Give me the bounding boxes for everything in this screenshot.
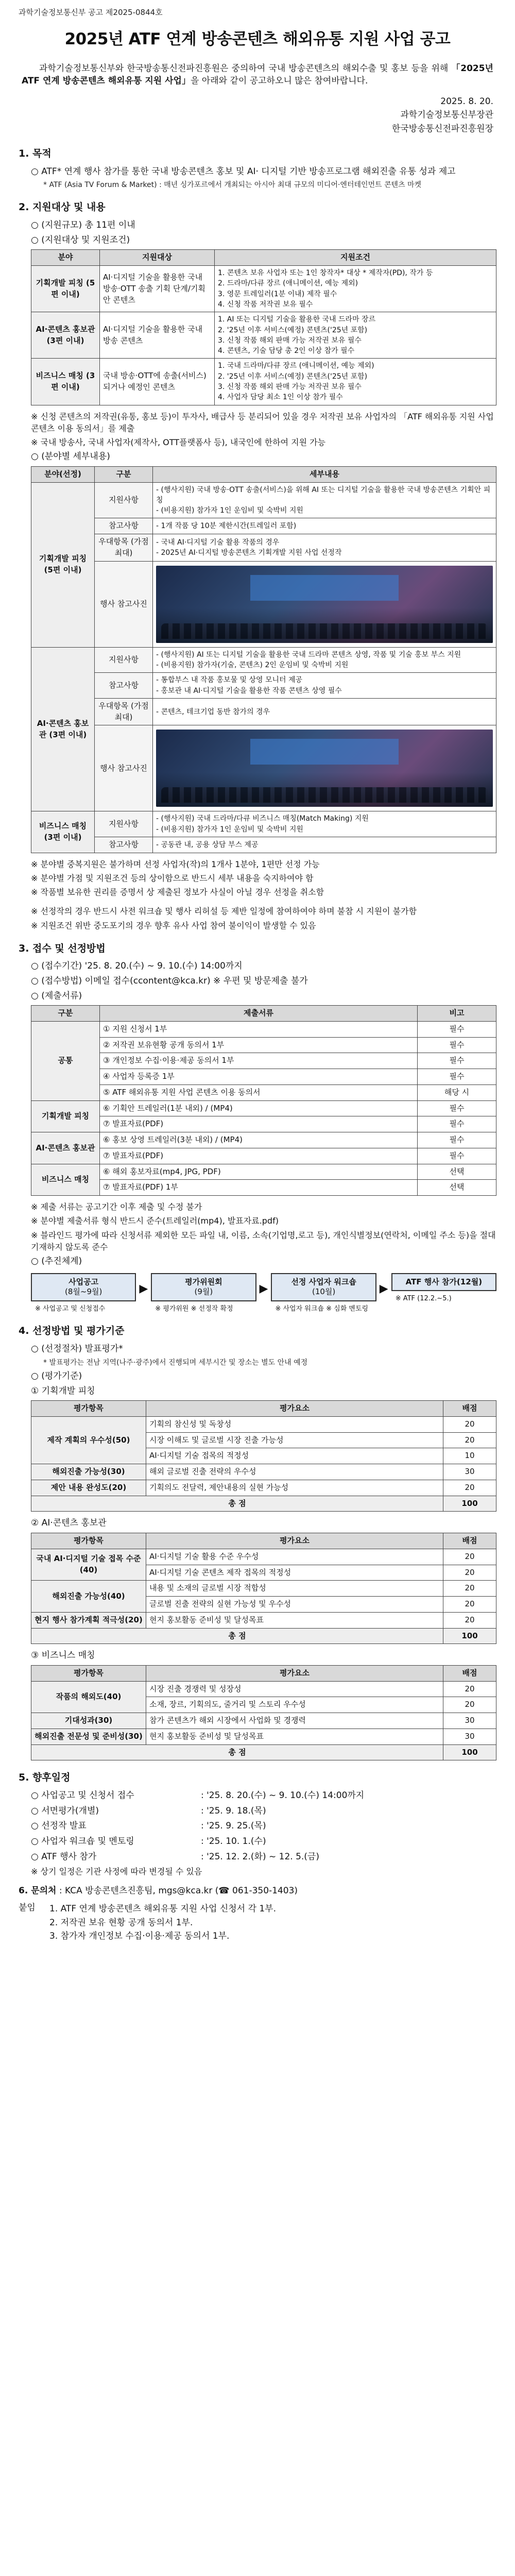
schedule-row [31, 1835, 496, 1848]
schedule-row [31, 1851, 496, 1863]
doc-name: ⑦ 발표자료(PDF) 1부 [100, 1180, 418, 1196]
criteria-score: 30 [443, 1464, 496, 1480]
event-photo-crowd [161, 787, 488, 803]
process-flow [31, 1273, 496, 1314]
detail-row [31, 698, 496, 725]
attachment-item: 1. ATF 연계 방송콘텐츠 해외유통 지원 사업 신청서 각 1부. [49, 1904, 276, 1914]
flow-step-title: 사업공고 [68, 1277, 99, 1286]
schedule-date: : '25. 12. 2.(화) ~ 12. 5.(금) [201, 1851, 319, 1862]
support-scale: ○ (지원규모) 총 11편 이내 [31, 220, 135, 231]
criteria-showcase-heading: ② AI·콘텐츠 홍보관 [31, 1518, 107, 1529]
detail-kind: 참고사항 [95, 518, 153, 534]
criteria-row [31, 1681, 496, 1697]
selection-note: * 발표평가는 전남 지역(나주·광주)에서 진행되며 세부시간 및 장소는 별도 안내 예정 [43, 1358, 308, 1367]
doc-note: 필수 [418, 1021, 496, 1037]
docs-table-wrap [31, 1005, 496, 1196]
detail-kind: 행사 참고사진 [95, 725, 153, 811]
flow-step-desc: ※ ATF (12.2.~5.) [395, 1295, 452, 1303]
docs-table: 구분 제출서류 비고 공통 ① 지원 신청서 1부 필수 ② 저작권 보유현황 공개 동의서 1부 필수 ③ 개인정보 수집·이용·제공 동의서 1부 필수 ④ 사업자 등록증 1부 필수 ⑤ ATF 해외유통 지원 사업 콘텐츠 이용 동의서 해당 시 기획개발 피칭 ⑥ 기획안 트레일러(1분 내외) / (MP4) 필수 ⑦ 발표자료(PDF) 필수 AI·콘텐츠 홍보관 ⑥ 홍보 상영 트레일러(3분 내외) / (MP4) 필수 ⑦ 발표자료(PDF) 필수 비즈니스 매칭 ⑥ 해외 홍보자료(mp4, JPG, PDF) 선택 ⑦ 발표자료(PDF) 1부 선택 [31, 1005, 496, 1196]
criteria-score: 20 [443, 1432, 496, 1448]
doc-note: 해당 시 [418, 1084, 496, 1100]
schedule-date: : '25. 8. 20.(수) ~ 9. 10.(수) 14:00까지 [201, 1790, 365, 1801]
detail-content: - 1개 작품 당 10분 제한시간(트레일러 포함) [153, 518, 496, 534]
schedule-label: ○ 사업자 워크숍 및 멘토링 [31, 1836, 134, 1846]
schedule-date: : '25. 10. 1.(수) [201, 1836, 266, 1846]
criteria-item: 기대성과(30) [31, 1713, 146, 1729]
remark-format: ※ 분야별 제출서류 형식 반드시 준수(트레일러(mp4), 발표자료.pdf) [31, 1216, 279, 1226]
event-photo [156, 730, 493, 807]
detail-content [153, 725, 496, 811]
detail-content: - (행사지원) AI 또는 디지털 기술을 활용한 국내 드라마 콘텐츠 상영, 작품 및 기술 홍보 부스 지원 - (비용지원) 참가자(기술, 콘텐츠) 2인 운임비 및 숙박비 지원 [153, 647, 496, 673]
doc-note: 필수 [418, 1148, 496, 1164]
criteria-row [31, 1480, 496, 1496]
flow-step-desc: ※ 사업자 워크숍 ※ 심화 멘토링 [275, 1304, 369, 1313]
remark-duplicate: ※ 분야별 중복지원은 불가하며 선정 사업자(작)의 1개사 1분야, 1편만 선정 가능 [31, 859, 320, 869]
criteria-element: 시장 이해도 및 글로벌 시장 진출 가능성 [146, 1432, 443, 1448]
support-row [31, 359, 496, 405]
criteria-item: 제안 내용 완성도(20) [31, 1480, 146, 1496]
doc-group: 기획개발 피칭 [31, 1100, 100, 1132]
detail-content: - (행사지원) 국내 방송·OTT 송출(서비스)을 위해 AI 또는 디지털 기술을 활용한 국내 방송콘텐츠 기획안 피칭 - (비용지원) 참가자 1인 운임비 및 숙박비 지원 [153, 482, 496, 518]
remark-workshop: ※ 선정작의 경우 반드시 사전 워크숍 및 행사 리허설 등 제반 일정에 참여하여야 하며 불참 시 지원이 불가함 [31, 906, 417, 917]
flow-step-box [151, 1273, 256, 1301]
detail-row [31, 725, 496, 811]
doc-group: AI·콘텐츠 홍보관 [31, 1132, 100, 1164]
detail-content: - 국내 AI·디지털 기술 활용 작품의 경우 - 2025년 AI·디지털 방송콘텐츠 기획개발 지원 사업 선정작 [153, 534, 496, 562]
criteria-element: 현지 홍보활동 준비성 및 달성목표 [146, 1612, 443, 1628]
criteria-score: 30 [443, 1728, 496, 1744]
doc-name: ⑥ 홍보 상영 트레일러(3분 내외) / (MP4) [100, 1132, 418, 1148]
criteria-score: 20 [443, 1565, 496, 1581]
schedule-date: : '25. 9. 25.(목) [201, 1821, 266, 1832]
doc-note: 필수 [418, 1053, 496, 1069]
support-row [31, 312, 496, 359]
support-field: AI·콘텐츠 홍보관 (3편 이내) [31, 312, 100, 359]
criteria-element: AI·디지털 기술 콘텐츠 제작 접목의 적정성 [146, 1565, 443, 1581]
criteria-showcase-wrap [31, 1533, 496, 1644]
attachments [19, 1902, 496, 1944]
criteria-row [31, 1728, 496, 1744]
purpose-note: * ATF (Asia TV Forum & Market) : 매년 싱가포르에서 개최되는 아시아 최대 규모의 미디어·엔터테인먼트 콘텐츠 마켓 [43, 181, 422, 190]
support-target-heading: ○ (지원대상 및 지원조건) [31, 234, 130, 245]
detail-heading: ○ (분야별 세부내용) [31, 451, 110, 462]
schedule-date: : '25. 9. 18.(목) [201, 1805, 266, 1816]
support-row [31, 266, 496, 312]
application-period: ○ (접수기간) '25. 8. 20.(수) ~ 9. 10.(수) 14:00까지 [31, 961, 243, 972]
criteria-element: 글로벌 진출 전략의 실현 가능성 및 우수성 [146, 1597, 443, 1613]
doc-group: 공통 [31, 1021, 100, 1100]
flow-arrow-icon: ▶ [259, 1282, 268, 1295]
doc-name: ⑤ ATF 해외유통 지원 사업 콘텐츠 이용 동의서 [100, 1084, 418, 1100]
doc-name: ④ 사업자 등록증 1부 [100, 1069, 418, 1085]
schedule-list [31, 1789, 496, 1863]
detail-row [31, 482, 496, 518]
selection-procedure: ○ (선정절차) 발표평가* [31, 1343, 123, 1354]
doc-row [31, 1021, 496, 1037]
detail-kind: 우대항목 (가점 최대) [95, 534, 153, 562]
detail-row [31, 837, 496, 853]
attachments-label: 붙임 [19, 1903, 36, 1913]
detail-content [153, 561, 496, 647]
criteria-total-label: 총 점 [31, 1496, 443, 1512]
process-heading: ○ (추진체계) [31, 1256, 82, 1266]
doc-note: 필수 [418, 1132, 496, 1148]
event-photo-screen [250, 575, 399, 601]
notice-date: 2025. 8. 20. [440, 96, 493, 107]
section-schedule-title: 5. 향후일정 [19, 1772, 71, 1784]
org-agency: 한국방송통신전파진흥원장 [391, 123, 493, 134]
criteria-row [31, 1744, 496, 1760]
support-table: 분야 지원대상 지원조건 기획개발 피칭 (5편 이내) AI·디지털 기술을 활용한 국내 방송·OTT 송출 기획 단계/기획안 콘텐츠 1. 콘텐츠 보유 사업자 또는 1인 창작자* 대상 * 제작자(PD), 작가 등 2. 드라마/다큐 장르 (애니메이션, 예능 제외) 3. 영문 트레일러(1분 이내) 제작 필수 4. 신청 작품 저작권 보유 필수 AI·콘텐츠 홍보관 (3편 이내) AI·디지털 기술을 활용한 국내 방송 콘텐츠 1. AI 또는 디지털 기술을 활용한 국내 드라마 장르 2. '25년 이후 서비스(예정) 콘텐츠('25년 포함) 3. 신청 작품 해외 판매 가능 저작권 보유 필수 4. 콘텐츠, 기술 담당 총 2인 이상 참가 필수 비즈니스 매칭 (3편 이내) 국내 방송·OTT에 송출(서비스) 되거나 예정인 콘텐츠 1. 국내 드라마/다큐 장르 (애니메이션, 예능 제외) 2. '25년 이후 서비스(예정) 콘텐츠('25년 포함) 3. 신청 작품 해외 판매 가능 저작권 보유 필수 4. 사업자 담당 최소 1인 이상 참가 필수 [31, 249, 496, 405]
criteria-element: AI·디지털 기술 활용 수준 우수성 [146, 1549, 443, 1565]
criteria-score: 20 [443, 1581, 496, 1597]
schedule-label: ○ 사업공고 및 신청서 접수 [31, 1790, 134, 1801]
detail-kind: 지원사항 [95, 811, 153, 837]
detail-content: - 통합부스 내 작품 홍보물 및 상영 모니터 제공 - 홍보관 내 AI·디지털 기술을 활용한 작품 콘텐츠 상영 필수 [153, 673, 496, 699]
criteria-matching-heading: ③ 비즈니스 매칭 [31, 1650, 95, 1661]
schedule-row [31, 1789, 496, 1802]
detail-field: 기획개발 피칭 (5편 이내) [31, 482, 95, 647]
detail-field: AI·콘텐츠 홍보관 (3편 이내) [31, 647, 95, 811]
criteria-score: 20 [443, 1681, 496, 1697]
criteria-total-label: 총 점 [31, 1744, 443, 1760]
doc-row [31, 1116, 496, 1132]
remark-copyright: ※ 신청 콘텐츠의 저작권(유통, 홍보 등)이 투자사, 배급사 등 분리되어 있을 경우 저작권 보유 사업자의 「ATF 해외유통 지원 사업 콘텐츠 이용 동의서」를 제출 [31, 411, 494, 433]
criteria-row [31, 1581, 496, 1597]
criteria-pitching-wrap [31, 1400, 496, 1512]
remark-domestic: ※ 국내 방송사, 국내 사업자(제작사, OTT플랫폼사 등), 내국인에 한하여 지원 가능 [31, 437, 326, 447]
criteria-showcase-table: 평가항목 평가요소 배점 국내 AI·디지털 기술 접목 수준(40) AI·디지털 기술 활용 수준 우수성 20 AI·디지털 기술 콘텐츠 제작 접목의 적정성 20 해외진출 가능성(40) 내용 및 소재의 글로벌 시장 적합성 20 글로벌 진출 전략의 실현 가능성 및 우수성 20 현지 행사 참가계획 적극성(20) 현지 홍보활동 준비성 및 달성목표 20 총 점 100 [31, 1533, 496, 1644]
criteria-row [31, 1612, 496, 1628]
flow-step-box [31, 1273, 136, 1301]
detail-row [31, 647, 496, 673]
required-docs-heading: ○ (제출서류) [31, 990, 82, 1001]
criteria-score: 10 [443, 1448, 496, 1464]
flow-step-box [391, 1273, 496, 1292]
doc-name: ⑥ 해외 홍보자료(mp4, JPG, PDF) [100, 1164, 418, 1180]
criteria-element: 현지 홍보활동 준비성 및 달성목표 [146, 1728, 443, 1744]
criteria-total-score: 100 [443, 1628, 496, 1644]
support-target: 국내 방송·OTT에 송출(서비스) 되거나 예정인 콘텐츠 [100, 359, 215, 405]
criteria-matching-table: 평가항목 평가요소 배점 작품의 해외도(40) 시장 진출 경쟁력 및 성장성 20 소재, 장르, 기획의도, 줄거리 및 스토리 우수성 20 기대성과(30) 참가 콘텐츠가 해외 시장에서 사업화 및 경쟁력 30 해외진출 전문성 및 준비성(30) 현지 홍보활동 준비성 및 달성목표 30 총 점 100 [31, 1665, 496, 1761]
attachment-item: 3. 참가자 개인정보 수집·이용·제공 동의서 1부. [49, 1931, 230, 1942]
flow-step [151, 1273, 256, 1314]
flow-step [31, 1273, 136, 1314]
support-condition: 1. AI 또는 디지털 기술을 활용한 국내 드라마 장르 2. '25년 이후 서비스(예정) 콘텐츠('25년 포함) 3. 신청 작품 해외 판매 가능 저작권 보유 필수 4. 콘텐츠, 기술 담당 총 2인 이상 참가 필수 [215, 312, 496, 359]
criteria-row [31, 1713, 496, 1729]
doc-group: 비즈니스 매칭 [31, 1164, 100, 1196]
criteria-row [31, 1416, 496, 1432]
remark-rights: ※ 작품별 보유한 권리를 증명서 상 제출된 정보가 사실이 아닐 경우 선정을 취소함 [31, 887, 324, 897]
criteria-item: 현지 행사 참가계획 적극성(20) [31, 1612, 146, 1628]
schedule-label: ○ 선정작 발표 [31, 1821, 87, 1832]
section-purpose-title: 1. 목적 [19, 148, 52, 159]
detail-field: 비즈니스 매칭 (3편 이내) [31, 811, 95, 853]
contact [19, 1885, 496, 1897]
detail-content: - 공동관 내, 공용 상담 부스 제공 [153, 837, 496, 853]
detail-content: - (행사지원) 국내 드라마/다큐 비즈니스 매칭(Match Making) 지원 - (비용지원) 참가자 1인 운임비 및 숙박비 지원 [153, 811, 496, 837]
doc-row [31, 1164, 496, 1180]
criteria-score: 20 [443, 1612, 496, 1628]
flow-step-title: 평가위원회 [185, 1277, 222, 1286]
schedule-remark: ※ 상기 일정은 기관 사정에 따라 변경될 수 있음 [31, 1867, 202, 1877]
criteria-item: 작품의 해외도(40) [31, 1681, 146, 1713]
detail-row [31, 673, 496, 699]
criteria-item: 해외진출 가능성(40) [31, 1581, 146, 1613]
criteria-score: 20 [443, 1416, 496, 1432]
support-condition: 1. 콘텐츠 보유 사업자 또는 1인 창작자* 대상 * 제작자(PD), 작가 등 2. 드라마/다큐 장르 (애니메이션, 예능 제외) 3. 영문 트레일러(1분 이내) 제작 필수 4. 신청 작품 저작권 보유 필수 [215, 266, 496, 312]
criteria-element: 기획의도 전달력, 제안내용의 실현 가능성 [146, 1480, 443, 1496]
support-field: 기획개발 피칭 (5편 이내) [31, 266, 100, 312]
doc-row [31, 1053, 496, 1069]
doc-row [31, 1037, 496, 1053]
criteria-element: AI·디지털 기술 접목의 적정성 [146, 1448, 443, 1464]
support-condition: 1. 국내 드라마/다큐 장르 (애니메이션, 예능 제외) 2. '25년 이후 서비스(예정) 콘텐츠('25년 포함) 3. 신청 작품 해외 판매 가능 저작권 보유 필수 4. 사업자 담당 최소 1인 이상 참가 필수 [215, 359, 496, 405]
schedule-row [31, 1820, 496, 1833]
criteria-row [31, 1496, 496, 1512]
flow-step-desc: ※ 평가위원 ※ 선정작 확정 [155, 1304, 233, 1313]
detail-kind: 지원사항 [95, 482, 153, 518]
doc-note: 선택 [418, 1180, 496, 1196]
support-target: AI·디지털 기술을 활용한 국내 방송 콘텐츠 [100, 312, 215, 359]
doc-row [31, 1084, 496, 1100]
criteria-element: 기획의 참신성 및 독창성 [146, 1416, 443, 1432]
doc-row [31, 1132, 496, 1148]
flow-step-desc: ※ 사업공고 및 신청접수 [35, 1304, 106, 1313]
event-photo-screen [250, 739, 399, 765]
schedule-label: ○ 서면평가(개별) [31, 1805, 99, 1816]
criteria-item: 국내 AI·디지털 기술 접목 수준(40) [31, 1549, 146, 1581]
support-target: AI·디지털 기술을 활용한 국내 방송·OTT 송출 기획 단계/기획안 콘텐츠 [100, 266, 215, 312]
criteria-row [31, 1464, 496, 1480]
criteria-pitching-table: 평가항목 평가요소 배점 제작 계획의 우수성(50) 기획의 참신성 및 독창성 20 시장 이해도 및 글로벌 시장 진출 가능성 20 AI·디지털 기술 접목의 적정성 10 해외진출 가능성(30) 해외 글로벌 진출 전략의 우수성 30 제안 내용 완성도(20) 기획의도 전달력, 제안내용의 실현 가능성 20 총 점 100 [31, 1400, 496, 1512]
detail-table-wrap [31, 466, 496, 853]
detail-row [31, 811, 496, 837]
criteria-item: 해외진출 가능성(30) [31, 1464, 146, 1480]
doc-name: ③ 개인정보 수집·이용·제공 동의서 1부 [100, 1053, 418, 1069]
flow-step [391, 1273, 496, 1304]
attachment-item: 2. 저작권 보유 현황 공개 동의서 1부. [49, 1917, 193, 1928]
flow-step-period: (8월~9월) [64, 1287, 102, 1297]
schedule-label: ○ ATF 행사 참가 [31, 1851, 97, 1862]
detail-row [31, 518, 496, 534]
org-ministry: 과학기술정보통신부장관 [400, 110, 493, 121]
event-photo [156, 566, 493, 643]
section-selection-title: 4. 선정방법 및 평가기준 [19, 1325, 125, 1337]
flow-step-title: 선정 사업자 워크숍 [291, 1277, 356, 1286]
application-method: ○ (접수방법) 이메일 접수(ccontent@kca.kr) ※ 우편 및 방문제출 불가 [31, 975, 308, 986]
criteria-total-score: 100 [443, 1496, 496, 1512]
section-support-title: 2. 지원대상 및 내용 [19, 201, 106, 213]
doc-note: 필수 [418, 1100, 496, 1116]
detail-kind: 참고사항 [95, 837, 153, 853]
criteria-score: 20 [443, 1697, 496, 1713]
detail-kind: 참고사항 [95, 673, 153, 699]
doc-name: ⑦ 발표자료(PDF) [100, 1116, 418, 1132]
flow-step-period: (10월) [312, 1287, 336, 1297]
flow-step-title: ATF 행사 참가(12월) [405, 1277, 483, 1286]
criteria-element: 내용 및 소재의 글로벌 시장 적합성 [146, 1581, 443, 1597]
detail-content: - 콘텐츠, 테크기업 동반 참가의 경우 [153, 698, 496, 725]
doc-name: ② 저작권 보유현황 공개 동의서 1부 [100, 1037, 418, 1053]
doc-name: ⑥ 기획안 트레일러(1분 내외) / (MP4) [100, 1100, 418, 1116]
support-table-wrap [31, 249, 496, 405]
detail-kind: 우대항목 (가점 최대) [95, 698, 153, 725]
detail-kind: 지원사항 [95, 647, 153, 673]
attachments-list [49, 1902, 276, 1944]
doc-row [31, 1180, 496, 1196]
remark-conditions: ※ 분야별 가점 및 지원조건 등의 상이함으로 반드시 세부 내용을 숙지하여야 함 [31, 873, 314, 883]
criteria-item: 제작 계획의 우수성(50) [31, 1416, 146, 1464]
criteria-score: 20 [443, 1480, 496, 1496]
criteria-element: 시장 진출 경쟁력 및 성장성 [146, 1681, 443, 1697]
doc-row [31, 1069, 496, 1085]
criteria-heading: ○ (평가기준) [31, 1370, 82, 1381]
detail-row [31, 561, 496, 647]
doc-row [31, 1148, 496, 1164]
detail-kind: 행사 참고사진 [95, 561, 153, 647]
criteria-row [31, 1549, 496, 1565]
doc-name: ① 지원 신청서 1부 [100, 1021, 418, 1037]
criteria-score: 20 [443, 1597, 496, 1613]
date-block [19, 95, 493, 135]
doc-note: 선택 [418, 1164, 496, 1180]
doc-note: 필수 [418, 1069, 496, 1085]
schedule-row [31, 1805, 496, 1818]
criteria-matching-wrap [31, 1665, 496, 1761]
doc-note: 필수 [418, 1116, 496, 1132]
page-title: 2025년 ATF 연계 방송콘텐츠 해외유통 지원 사업 공고 [64, 29, 451, 48]
criteria-row [31, 1628, 496, 1644]
flow-arrow-icon: ▶ [139, 1282, 148, 1295]
criteria-score: 20 [443, 1549, 496, 1565]
flow-arrow-icon: ▶ [379, 1282, 388, 1295]
criteria-element: 해외 글로벌 진출 전략의 우수성 [146, 1464, 443, 1480]
criteria-total-score: 100 [443, 1744, 496, 1760]
criteria-element: 소재, 장르, 기획의도, 줄거리 및 스토리 우수성 [146, 1697, 443, 1713]
flow-step [271, 1273, 376, 1314]
doc-row [31, 1100, 496, 1116]
flow-step-period: (9월) [194, 1287, 213, 1297]
criteria-element: 참가 콘텐츠가 해외 시장에서 사업화 및 경쟁력 [146, 1713, 443, 1729]
event-photo-crowd [161, 623, 488, 639]
criteria-item: 해외진출 전문성 및 준비성(30) [31, 1728, 146, 1744]
detail-table: 분야(선정) 구분 세부내용 기획개발 피칭 (5편 이내) 지원사항 - (행사지원) 국내 방송·OTT 송출(서비스)을 위해 AI 또는 디지털 기술을 활용한 국내 방송콘텐츠 기획안 피칭 - (비용지원) 참가자 1인 운임비 및 숙박비 지원 참고사항 - 1개 작품 당 10분 제한시간(트레일러 포함) 우대항목 (가점 최대) - 국내 AI·디지털 기술 활용 작품의 경우 - 2025년 AI·디지털 방송콘텐츠 기획개발 지원 사업 선정작 행사 참고사진 AI·콘텐츠 홍보관 (3편 이내) 지원사항 - (행사지원) AI 또는 디지털 기술을 활용한 국내 드라마 콘텐츠 상영, 작품 및 기술 홍보 부스 지원 - (비용지원) 참가자(기술, 콘텐츠) 2인 운임비 및 숙박비 지원 참고사항 - 통합부스 내 작품 홍보물 및 상영 모니터 제공 - 홍보관 내 AI·디지털 기술을 활용한 작품 콘텐츠 상영 필수 우대항목 (가점 최대) - 콘텐츠, 테크기업 동반 참가의 경우 행사 참고사진 비즈니스 매칭 (3편 이내) 지원사항 - (행사지원) 국내 드라마/다큐 비즈니스 매칭(Match Making) 지원 - (비용지원) 참가자 1인 운임비 및 숙박비 지원 참고사항 - 공동관 내, 공용 상담 부스 제공 [31, 466, 496, 853]
notice-number: 과학기술정보통신부 공고 제2025-0844호 [19, 8, 163, 17]
support-field: 비즈니스 매칭 (3편 이내) [31, 359, 100, 405]
section-application-title: 3. 접수 및 선정방법 [19, 942, 106, 954]
flow-step-box [271, 1273, 376, 1301]
purpose-bullet: ○ ATF* 연계 행사 참가를 통한 국내 방송콘텐츠 홍보 및 AI· 디지털 기반 방송프로그램 해외진출 유통 성과 제고 [31, 166, 456, 177]
remark-blind: ※ 블라인드 평가에 따라 신청서류 제외한 모든 파일 내, 이름, 소속(기업명,로고 등), 개인식별정보(연락처, 이메일 주소 등)을 절대 기재하지 않도록 준수 [31, 1230, 496, 1252]
remark-no-edit: ※ 제출 서류는 공고기간 이후 제출 및 수정 불가 [31, 1202, 202, 1212]
doc-note: 필수 [418, 1037, 496, 1053]
criteria-total-label: 총 점 [31, 1628, 443, 1644]
section-contact-title: 6. 문의처 [19, 1886, 57, 1896]
contact-info: : KCA 방송콘텐츠진흥팀, mgs@kca.kr (☎ 061-350-1403) [59, 1886, 298, 1896]
criteria-score: 30 [443, 1713, 496, 1729]
detail-row [31, 534, 496, 562]
criteria-pitching-heading: ① 기획개발 피칭 [31, 1385, 95, 1396]
doc-name: ⑦ 발표자료(PDF) [100, 1148, 418, 1164]
remark-penalty: ※ 지원조건 위반 중도포기의 경우 향후 유사 사업 참여 불이익이 발생할 수 있음 [31, 920, 316, 930]
intro-paragraph: 과학기술정보통신부와 한국방송통신전파진흥원은 중의하여 국내 방송콘텐츠의 해외수출 및 홍보 등을 위해 「2025년 ATF 연계 방송콘텐츠 해외유통 지원 사업」을 아래와 같이 공고하오니 많은 참여바랍니다. [22, 63, 493, 87]
